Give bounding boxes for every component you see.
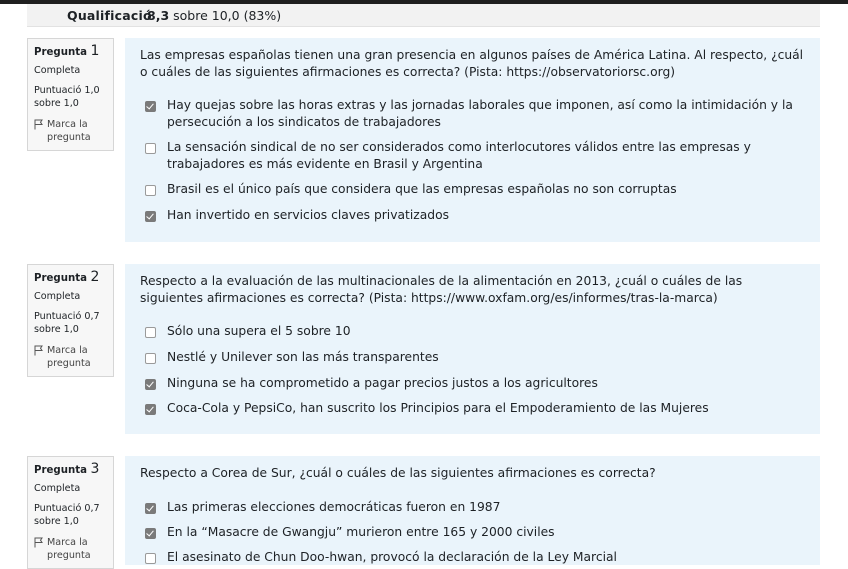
flag-label: Marca la pregunta <box>47 537 91 561</box>
checkbox-icon[interactable] <box>145 143 156 154</box>
question-text: Respecto a Corea de Sur, ¿cuál o cuáles de las siguientes afirmaciones es correcta? <box>140 466 656 480</box>
question-info-3 <box>27 456 114 569</box>
answer-text: El asesinato de Chun Doo-hwan, provocó la declaración de la Ley Marcial <box>167 550 617 564</box>
checkbox-icon[interactable] <box>145 379 156 390</box>
answer-option[interactable] <box>145 499 805 516</box>
question-label: Pregunta <box>34 465 87 476</box>
grade-summary-row <box>27 4 820 27</box>
answer-text: En la “Masacre de Gwangju” murieron entre 165 y 2000 civiles <box>167 525 555 539</box>
question-label: Pregunta <box>34 47 87 58</box>
question-content-1 <box>125 38 820 242</box>
grade-score: 8,3 <box>147 8 170 23</box>
answer-text: Ninguna se ha comprometido a pagar precios justos a los agricultores <box>167 376 598 390</box>
answer-option[interactable] <box>145 207 805 224</box>
flag-label: Marca la pregunta <box>47 345 91 369</box>
question-1 <box>27 38 820 242</box>
answer-text: Nestlé y Unilever son las más transparentes <box>167 350 439 364</box>
question-heading <box>34 463 113 477</box>
answer-text: Coca-Cola y PepsiCo, han suscrito los Principios para el Empoderamiento de las Mujeres <box>167 401 709 415</box>
question-grade: Puntuació 1,0 sobre 1,0 <box>34 85 100 109</box>
flag-icon <box>34 537 44 548</box>
checkbox-icon[interactable] <box>145 185 156 196</box>
flag-icon <box>34 345 44 356</box>
grade-label: Qualificació <box>67 8 152 23</box>
answer-text: Las primeras elecciones democráticas fueron en 1987 <box>167 500 501 514</box>
question-2 <box>27 264 820 434</box>
checkbox-icon[interactable] <box>145 404 156 415</box>
answer-option[interactable] <box>145 139 805 173</box>
question-grade: Puntuació 0,7 sobre 1,0 <box>34 311 100 335</box>
answer-option[interactable] <box>145 375 805 392</box>
answer-option[interactable] <box>145 524 805 541</box>
checkbox-icon[interactable] <box>145 353 156 364</box>
question-state: Completa <box>34 291 81 302</box>
question-heading <box>34 45 113 59</box>
answer-option[interactable] <box>145 323 805 340</box>
checkbox-icon[interactable] <box>145 327 156 338</box>
flag-question-link[interactable] <box>34 118 113 144</box>
answer-option[interactable] <box>145 349 805 366</box>
question-heading <box>34 271 113 285</box>
grade-value <box>147 4 281 28</box>
question-number: 2 <box>90 269 100 285</box>
checkbox-icon[interactable] <box>145 503 156 514</box>
checkbox-icon[interactable] <box>145 101 156 112</box>
answer-text: Brasil es el único país que considera que las empresas españolas no son corruptas <box>167 182 677 196</box>
flag-label: Marca la pregunta <box>47 119 91 143</box>
flag-question-link[interactable] <box>34 536 113 562</box>
question-text: Las empresas españolas tienen una gran presencia en algunos países de América Latina. Al respecto, ¿cuál o cuáles de las siguientes afirmaciones es correcta? (Pista: https://observatoriorsc.org) <box>140 48 804 79</box>
grade-suffix: sobre 10,0 (83%) <box>173 8 282 23</box>
answer-text: Hay quejas sobre las horas extras y las jornadas laborales que imponen, así como la intimidación y la persecución a los sindicatos de trabajadores <box>167 98 793 129</box>
answer-option[interactable] <box>145 549 805 566</box>
checkbox-icon[interactable] <box>145 528 156 539</box>
flag-question-link[interactable] <box>34 344 113 370</box>
answer-option[interactable] <box>145 181 805 198</box>
answer-text: Han invertido en servicios claves privatizados <box>167 208 449 222</box>
question-state: Completa <box>34 65 81 76</box>
answer-text: Sólo una supera el 5 sobre 10 <box>167 324 351 338</box>
checkbox-icon[interactable] <box>145 553 156 564</box>
question-state: Completa <box>34 483 81 494</box>
flag-icon <box>34 119 44 130</box>
question-content-2 <box>125 264 820 434</box>
answer-text: La sensación sindical de no ser considerados como interlocutores válidos entre las empresas y trabajadores es más evidente en Brasil y Argentina <box>167 140 751 171</box>
checkbox-icon[interactable] <box>145 211 156 222</box>
answer-option[interactable] <box>145 97 805 131</box>
question-3 <box>27 456 820 565</box>
question-grade: Puntuació 0,7 sobre 1,0 <box>34 503 100 527</box>
question-number: 3 <box>90 461 100 477</box>
question-number: 1 <box>90 43 100 59</box>
question-content-3 <box>125 456 820 565</box>
answer-option[interactable] <box>145 400 805 417</box>
question-info-1 <box>27 38 114 151</box>
question-text: Respecto a la evaluación de las multinacionales de la alimentación en 2013, ¿cuál o cuáles de las siguientes afirmaciones es correcta? (Pista: https://www.oxfam.org/es/informes/tras-la-marca) <box>140 274 743 305</box>
question-label: Pregunta <box>34 273 87 284</box>
question-info-2 <box>27 264 114 377</box>
